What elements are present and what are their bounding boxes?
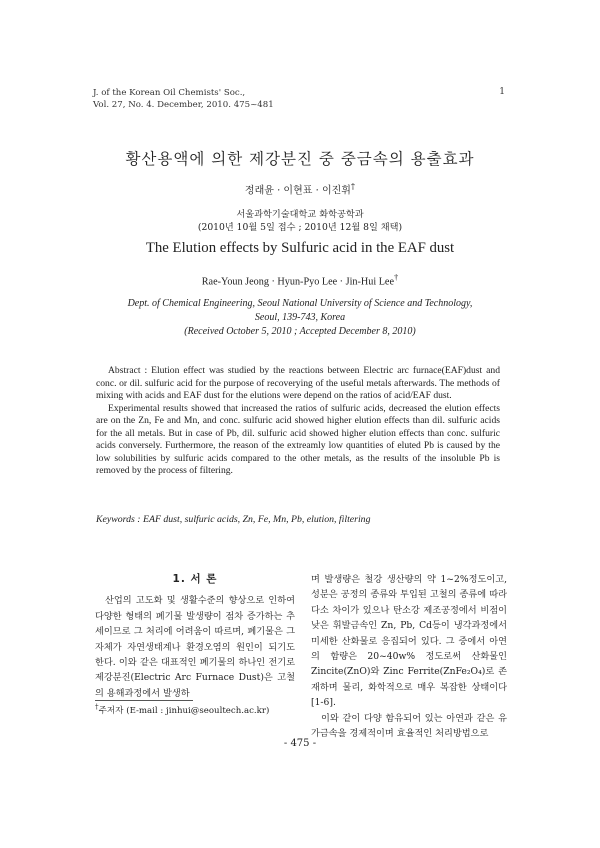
korean-affiliation-name: 서울과학기술대학교 화학공학과 [236,209,364,220]
english-affiliation [0,297,600,339]
english-authors [0,272,600,287]
body-paragraph-right-1: 며 발생량은 철강 생산량의 약 1~2%정도이고, 성분은 공정의 종류와 투입된 고철의 종류에 따라 다소 차이가 있으나 탄소강 제조공정에서 비점이 낮은 휘발금속인 Zn, Pb, Cd등이 냉각과정에서 미세한 산화물로 응집되어 있다. 그 중에서 아연의 함량은 20~40w% 정도로써 산화물인 Zincite(ZnO)와 Zinc Ferrite(ZnFe₂O₄)로 존재하며 물리, 화학적으로 매우 복잡한 상태이다[1-6]. [311,574,507,709]
korean-dates: (2010년 10월 5일 접수 ; 2010년 12월 8일 채택) [197,222,403,233]
english-corresponding-mark: † [393,272,399,282]
page-footer-number: - 475 - [283,738,317,749]
keywords: Keywords : EAF dust, sulfuric acids, Zn, Fe, Mn, Pb, elution, filtering [96,514,371,525]
english-dates: (Received October 5, 2010 ; Accepted December 8, 2010) [184,326,416,337]
english-affiliation-line-2: Seoul, 139-743, Korea [254,312,346,323]
body-paragraph-left: 산업의 고도화 및 생활수준의 향상으로 인하여 다양한 형태의 폐기물 발생량이 점차 증가하는 추세이므로 그 처리에 어려움이 따르며, 폐기물은 그 자체가 자연생태계나 환경오염의 원인이 되기도 한다. 이와 같은 대표적인 폐기물의 하나인 전기로 제강분진(Electric Arc Furnace Dust)은 고철의 용해과정에서 발생하 [95,595,295,699]
abstract [96,365,500,478]
korean-authors-names: 정래윤 · 이현표 · 이진휘 [244,185,351,197]
corresponding-author-mark: † [350,181,356,191]
english-authors-names: Rae-Youn Jeong · Hyun-Pyo Lee · Jin-Hui Lee [201,276,394,288]
body-right-column [311,572,507,741]
footnote [95,702,269,716]
footnote-text: 주저자 (E-mail : jinhui@seoultech.ac.kr) [98,705,270,716]
abstract-paragraph-1 [96,365,500,403]
abstract-text-1: : Elution effect was studied by the reactions between Electric arc furnace(EAF)dust and conc. or dil. sulfuric acid for the purpose of recoverying of the useful metals afterwards. The methods of mixing with acids and EAF dust for the elutions were depend on the ratios of acid/EAF dust. [96,365,500,401]
footnote-mark: † [95,702,99,711]
journal-line-1: J. of the Korean Oil Chemists' Soc., [93,88,246,98]
abstract-label: Abstract [108,365,141,376]
korean-affiliation [0,208,600,234]
body-paragraph-right-2: 이와 같이 다양 함유되어 있는 아연과 같은 유가금속을 경제적이며 효율적인 처리방법으로 [311,712,507,740]
journal-citation [93,87,274,111]
header-page-number: 1 [499,87,505,97]
korean-authors [0,181,600,196]
footnote-divider [95,700,193,701]
korean-title: 황산용액에 의한 제강분진 중 중금속의 용출효과 [125,150,475,168]
abstract-paragraph-2: Experimental results showed that increased the ratios of sulfuric acids, decreased the elution effects are on the Zn, Fe and Mn, and conc. sulfuric acid showed higher elution effects than dil. sulfuric acids for the all metals. But in case of Pb, dil. sulfuric acid showed higher elution effects than conc. sulfuric acids conversely. Furthermore, the reason of the extreamly low quantities of eluted Pb is caused by the low solubilities by sulfuric acids compared to the other metals, as the results of the insoluble Pb is removed by the process of filtering. [96,402,500,476]
english-title: The Elution effects by Sulfuric acid in the EAF dust [145,240,455,256]
section-heading-introduction: 1. 서 론 [172,573,218,585]
body-left-column [95,572,295,701]
journal-line-2: Vol. 27, No. 4. December, 2010. 475~481 [93,100,274,110]
english-affiliation-line-1: Dept. of Chemical Engineering, Seoul National University of Science and Technology, [127,298,473,309]
